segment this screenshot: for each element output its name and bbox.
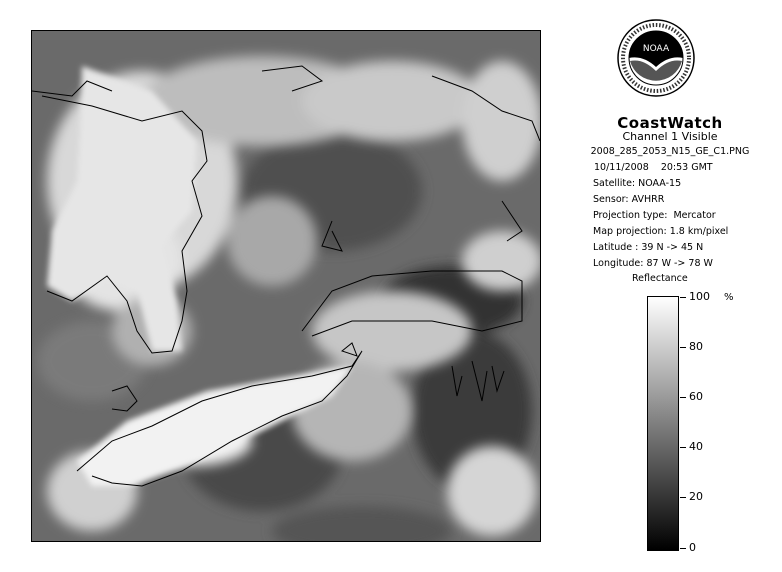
- latitude-info: Latitude : 39 N -> 45 N: [593, 242, 704, 253]
- colorbar-label-60: 60: [689, 390, 703, 403]
- colorbar-label-80: 80: [689, 340, 703, 353]
- colorbar-tick: [680, 548, 686, 549]
- colorbar-tick: [680, 447, 686, 448]
- colorbar-label-40: 40: [689, 440, 703, 453]
- colorbar-tick: [680, 397, 686, 398]
- colorbar-label-20: 20: [689, 490, 703, 503]
- colorbar-tick: [680, 497, 686, 498]
- colorbar-tick: [680, 297, 686, 298]
- colorbar-label-100: 100: [689, 290, 710, 303]
- reflectance-colorbar: [647, 296, 679, 551]
- legend-unit: %: [724, 292, 734, 303]
- longitude-info: Longitude: 87 W -> 78 W: [593, 258, 713, 269]
- product-title: CoastWatch: [617, 114, 723, 132]
- satellite-info: Satellite: NOAA-15: [593, 178, 682, 189]
- noaa-logo: [617, 19, 695, 97]
- legend-title: Reflectance: [632, 273, 688, 284]
- file-name: 2008_285_2053_N15_GE_C1.PNG: [590, 146, 750, 157]
- colorbar-label-0: 0: [689, 541, 696, 554]
- channel-subtitle: Channel 1 Visible: [622, 130, 718, 143]
- noaa-logo-text: NOAA: [642, 44, 670, 54]
- colorbar-tick: [680, 347, 686, 348]
- map-projection-info: Map projection: 1.8 km/pixel: [593, 226, 729, 237]
- satellite-image: [31, 30, 541, 542]
- date-time: 10/11/2008 20:53 GMT: [594, 162, 713, 173]
- projection-type-info: Projection type: Mercator: [593, 210, 716, 221]
- sensor-info: Sensor: AVHRR: [593, 194, 665, 205]
